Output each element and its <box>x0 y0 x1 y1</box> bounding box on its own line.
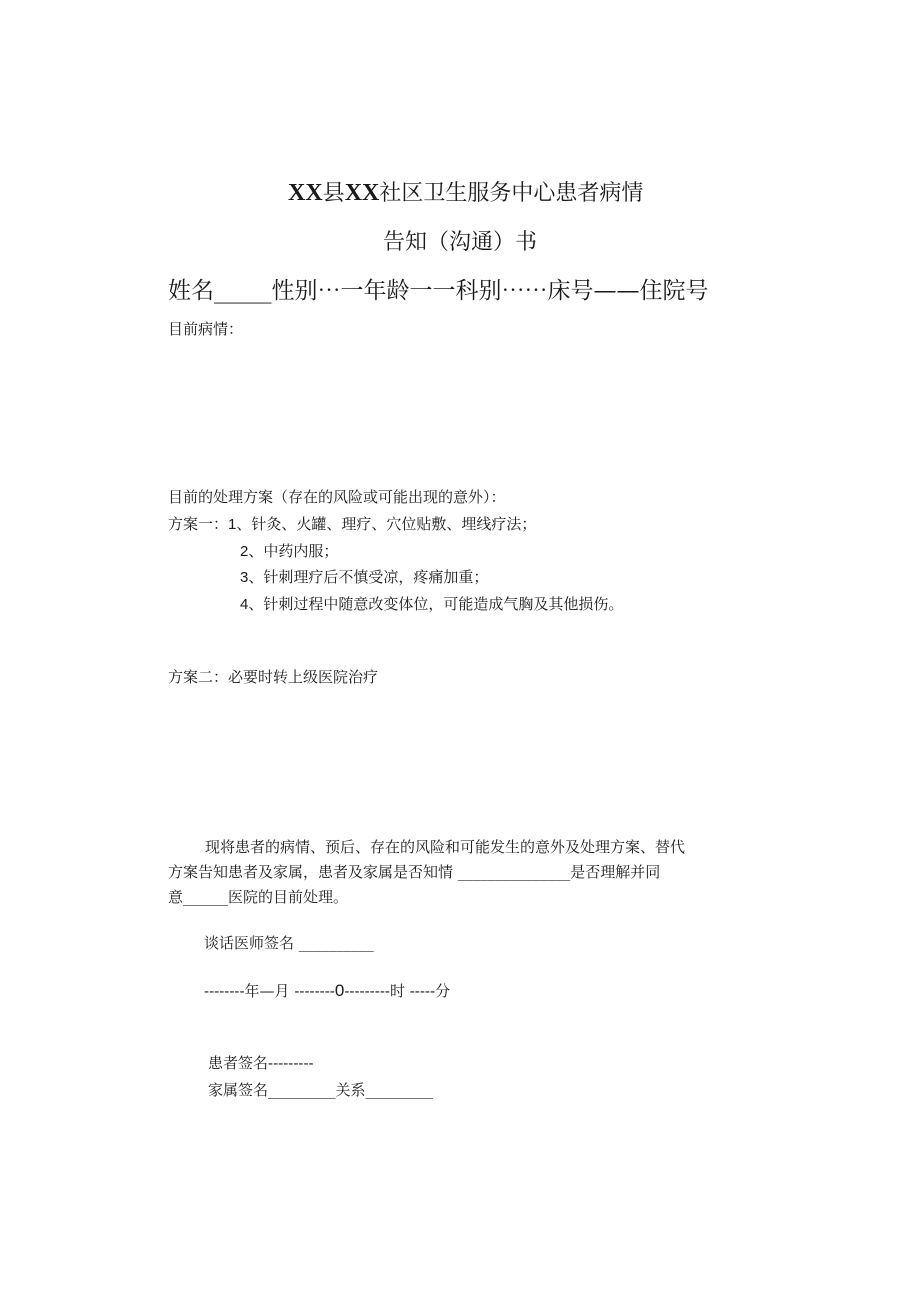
title-xx-2: XX <box>344 180 380 206</box>
plan1-item-1 <box>168 513 536 534</box>
datetime-line <box>204 980 450 1001</box>
notice-line-2: 方案告知患者及家属，患者及家属是否知情 _______________是否理解并同 <box>168 863 661 881</box>
plan2-line: 方案二：必要时转上级医院治疗 <box>168 668 379 686</box>
plan1-item-num: 2 <box>240 543 249 560</box>
plan1-item-4 <box>240 593 623 614</box>
patient-signature-line: 患者签名--------- <box>208 1054 314 1072</box>
plan1-item-text: 、针刺过程中随意改变体位，可能造成气胸及其他损伤。 <box>248 595 624 613</box>
notice-line-1: 现将患者的病情、预后、存在的风险和可能发生的意外及处理方案、替代 <box>205 838 686 856</box>
plan1-item-2 <box>240 540 338 561</box>
plan1-item-3 <box>240 566 488 587</box>
datetime-zero: 0 <box>334 981 345 1000</box>
title-rest: 社区卫生服务中心患者病情 <box>379 181 644 206</box>
datetime-part2: ---------时 -----分 <box>344 982 451 1000</box>
notice-line-3: 意______医院的目前处理。 <box>168 888 349 906</box>
patient-info-line: 姓名_____性别⋯一年龄一一科别⋯⋯床号——住院号 <box>168 278 709 304</box>
current-condition-label: 目前病情： <box>168 320 244 338</box>
family-signature-line: 家属签名_________关系_________ <box>208 1081 434 1099</box>
doctor-signature-line: 谈话医师签名 __________ <box>204 934 374 952</box>
treatment-heading: 目前的处理方案（存在的风险或可能出现的意外）： <box>168 488 506 506</box>
datetime-part1: --------年—月 -------- <box>204 982 335 1000</box>
plan1-item-num: 3 <box>240 569 249 586</box>
plan1-item-num: 4 <box>240 596 249 613</box>
plan1-item-text: 、中药内服； <box>248 542 339 560</box>
plan1-label: 方案一： <box>168 515 229 533</box>
document-title-line2: 告知（沟通）书 <box>383 230 538 255</box>
title-xx-1: XX <box>288 180 323 206</box>
plan1-item-text: 、针灸、火罐、理疗、穴位贴敷、埋线疗法； <box>236 515 537 533</box>
plan1-item-num: 1 <box>228 516 237 533</box>
title-county: 县 <box>322 181 345 206</box>
plan1-item-text: 、针刺理疗后不慎受凉，疼痛加重； <box>248 568 489 586</box>
document-title-line1 <box>288 176 643 207</box>
